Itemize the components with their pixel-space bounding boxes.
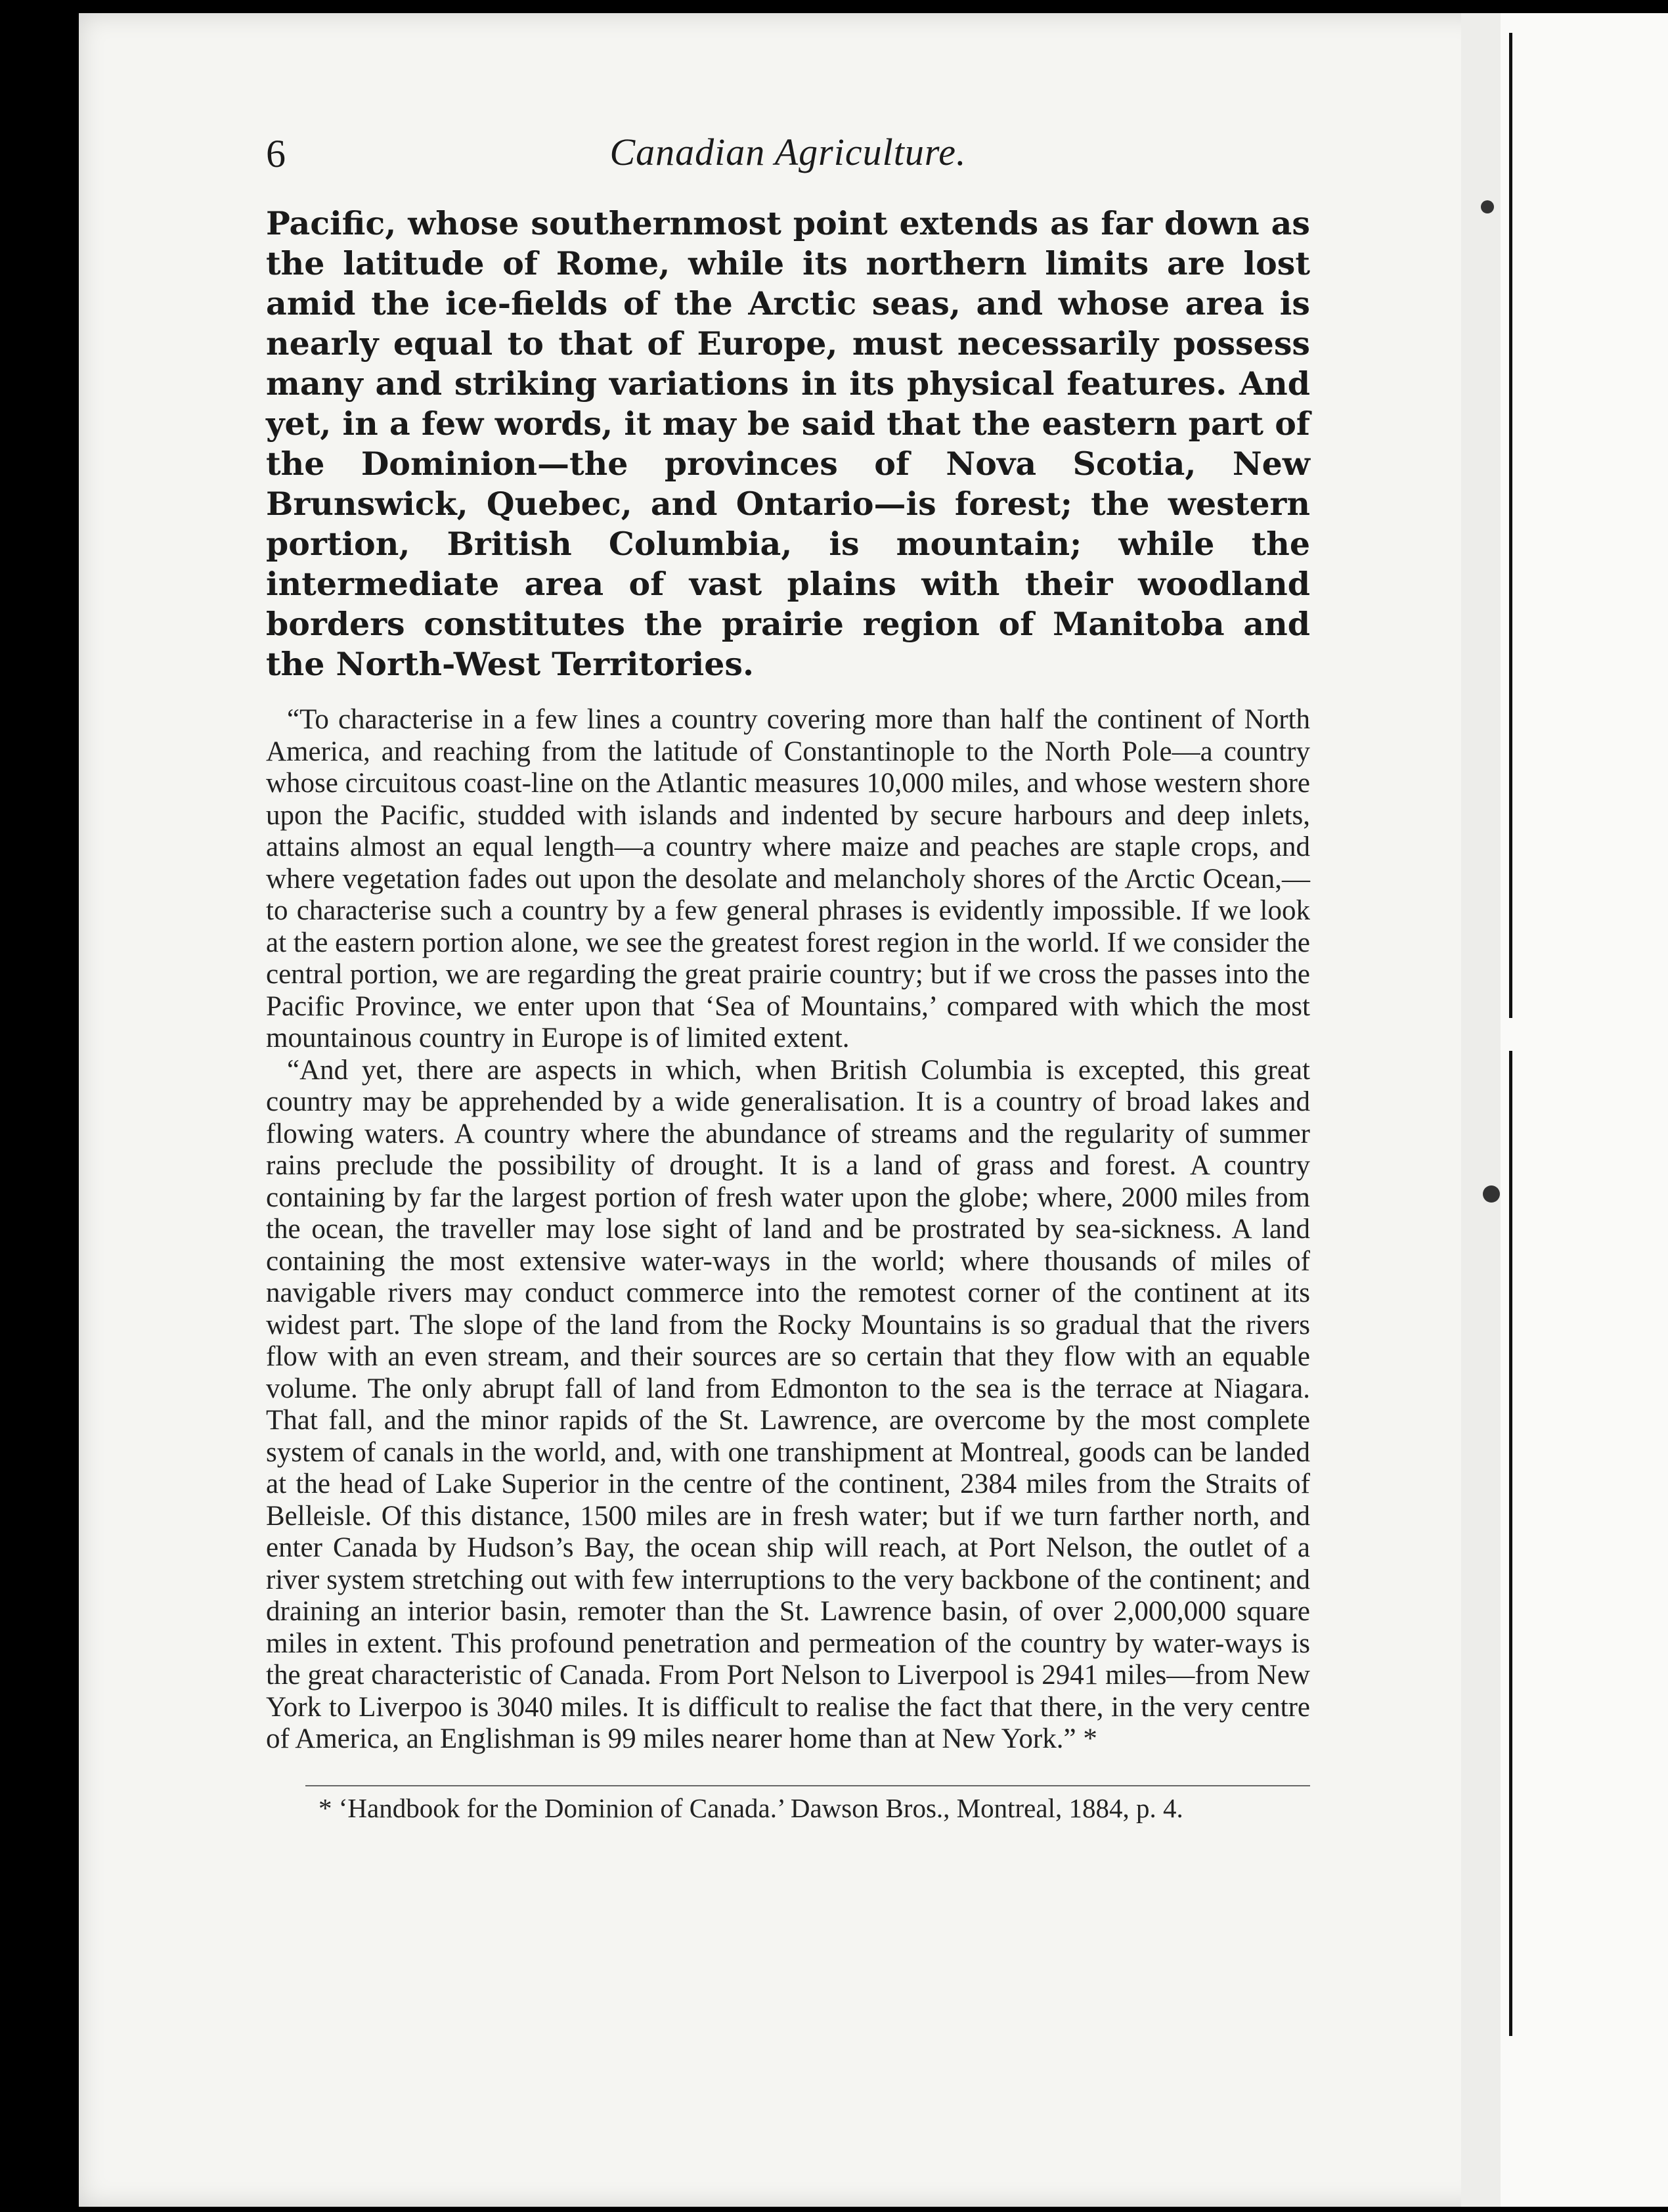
page-content (266, 118, 1310, 1823)
binding-rule-upper (1509, 33, 1512, 1018)
page-number: 6 (266, 132, 286, 175)
binding-mark (1483, 1185, 1500, 1203)
binding-rule-lower (1509, 1051, 1512, 2036)
lead-paragraph: Pacific, whose southernmost point extends as far down as the latitude of Rome, while its northern limits are lost amid the ice-fields of the Arctic seas, and whose area is nearly equal to that of Europe, must necessarily possess many and striking variations in its physical features. And yet, in a few words, it may be said that the eastern part of the Dominion—the provinces of Nova Scotia, New Brunswick, Quebec, and Ontario—is forest; the western portion, British Columbia, is mountain; while the intermediate area of vast plains with their woodland borders constitutes the prairie region of Manitoba and the North-West Territories. (266, 204, 1310, 683)
page-title: Canadian Agriculture. (609, 131, 967, 173)
quote-paragraph-2: “And yet, there are aspects in which, when British Columbia is excepted, this great country may be apprehended by a wide generalisation. It is a country of broad lakes and flowing waters. A country where the abundance of streams and the regularity of summer rains preclude the possibility of drought. It is a land of grass and forest. A country containing by far the largest portion of fresh water upon the globe; where, 2000 miles from the ocean, the traveller may lose sight of land and be prostrated by sea-sickness. A land containing the most extensive water-ways in the world; where thousands of miles of navigable rivers may conduct commerce into the remotest corner of the continent at its widest part. The slope of the land from the Rocky Mountains is so gradual that the rivers flow with an even stream, and their sources are so certain that they flow with an equable volume. The only abrupt fall of land from Edmonton to the sea is the terrace at Niagara. That fall, and the minor rapids of the St. Lawrence, are overcome by the most complete system of canals in the world, and, with one transhipment at Montreal, goods can be landed at the head of Lake Superior in the centre of the continent, 2384 miles from the Straits of Belleisle. Of this distance, 1500 miles are in fresh water; but if we turn farther north, and enter Canada by Hudson’s Bay, the ocean ship will reach, at Port Nelson, the outlet of a river system stretching out with few interruptions to the very backbone of the continent; and draining an interior basin, remoter than the St. Lawrence basin, of over 2,000,000 square miles in extent. This profound penetration and permeation of the country by water-ways is the great characteristic of Canada. From Port Nelson to Liverpool is 2941 miles—from New York to Liverpoo is 3040 miles. It is difficult to realise the fact that there, in the very centre of America, an Englishman is 99 miles nearer home than at New York.” * (266, 1054, 1310, 1754)
binding-margin (1501, 13, 1668, 2207)
page-edge (1461, 13, 1501, 2207)
quote-paragraph-1: “To characterise in a few lines a country covering more than half the continent of North America, and reaching from the latitude of Constantinople to the North Pole—a country whose circuitous coast-line on the Atlantic measures 10,000 miles, and whose western shore upon the Pacific, studded with islands and indented by secure harbours and deep inlets, attains almost an equal length—a country where maize and peaches are staple crops, and where vegetation fades out upon the desolate and melancholy shores of the Arctic Ocean,—to characterise such a country by a few general phrases is evidently impossible. If we look at the eastern portion alone, we see the greatest forest region in the world. If we consider the central portion, we are regarding the great prairie country; but if we cross the passes into the Pacific Province, we enter upon that ‘Sea of Mountains,’ compared with which the most mountainous country in Europe is of limited extent. (266, 704, 1310, 1053)
footnote: * ‘Handbook for the Dominion of Canada.’ Dawson Bros., Montreal, 1884, p. 4. (318, 1792, 1183, 1823)
running-head (266, 118, 1310, 190)
binding-mark (1481, 200, 1494, 213)
footnote-rule (305, 1785, 1310, 1786)
